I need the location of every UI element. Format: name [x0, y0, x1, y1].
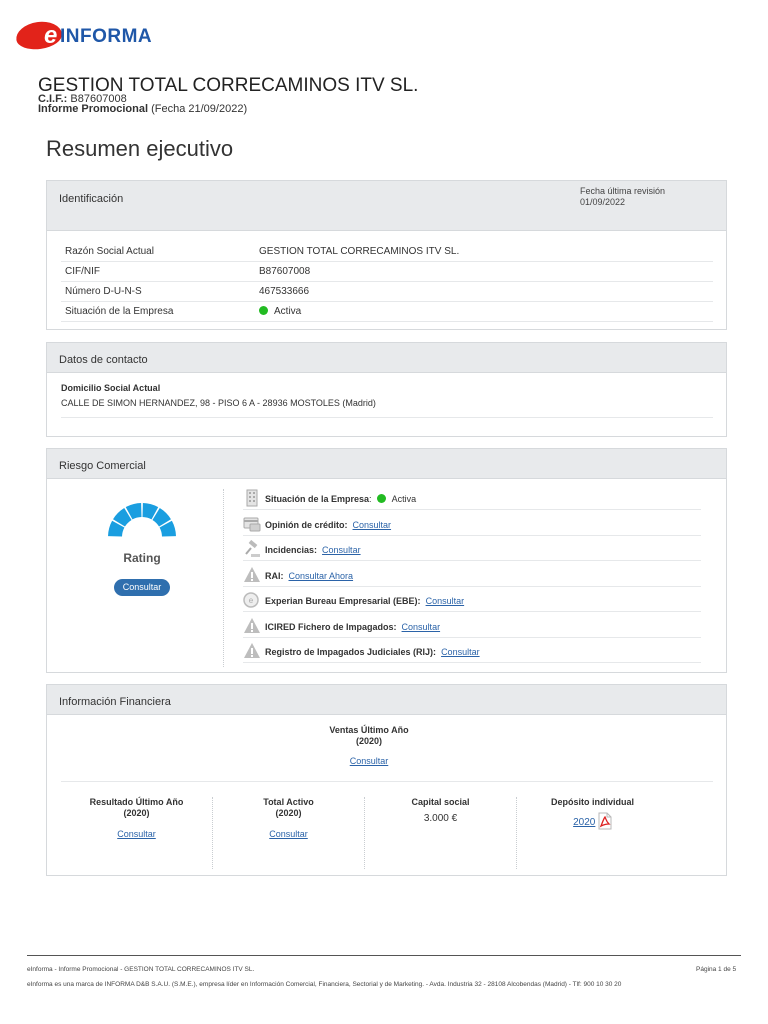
risk-row-text — [265, 494, 416, 504]
risk-row-consultar-link[interactable]: Consultar — [441, 647, 480, 657]
deposito-link[interactable]: 2020 — [517, 812, 668, 830]
logo-letter-e: e — [44, 22, 58, 49]
revision-date: 01/09/2022 — [580, 197, 626, 207]
id-row-value: B87607008 — [259, 266, 311, 277]
risk-row-label: Registro de Impagados Judiciales (RIJ): — [265, 647, 437, 657]
identificacion-header — [47, 181, 726, 231]
company-name: GESTION TOTAL CORRECAMINOS ITV SL. — [38, 75, 419, 96]
risk-row — [243, 562, 701, 587]
footer-legal: eInforma es una marca de INFORMA D&B S.A.U. (S.M.E.), empresa líder en Información Comercial, Financiera, Sectorial y de Marketing. - Avda. Industria 32 - 28108 Alcobendas (Madrid) - Tlf: 900 10 30 20 — [27, 981, 622, 988]
identificacion-title: Identificación — [59, 193, 124, 205]
rating-label: Rating — [123, 551, 161, 565]
warning-icon — [243, 642, 261, 660]
footer-page-number: Página 1 de 5 — [696, 966, 737, 973]
experian-icon — [243, 591, 261, 609]
risk-row-consultar-link[interactable]: Consultar — [352, 519, 392, 530]
identificacion-panel — [46, 180, 727, 330]
fin-col-title: Total Activo (2020) — [263, 797, 314, 818]
fin-col-link[interactable]: Consultar — [269, 829, 308, 839]
id-row-duns — [61, 282, 713, 302]
cif-label: C.I.F. — [38, 93, 64, 105]
riesgo-header — [47, 449, 726, 479]
status-text: Activa — [274, 306, 302, 317]
page-title: Resumen ejecutivo — [46, 136, 234, 161]
fin-col-link[interactable]: Consultar — [117, 829, 156, 839]
contacto-panel — [46, 342, 727, 437]
risk-row-label: RAI: — [265, 570, 284, 581]
fin-col-capital-social — [365, 797, 516, 869]
fin-col-title: Capital social — [411, 797, 470, 807]
report-date: (Fecha 21/09/2022) — [151, 103, 248, 115]
pdf-icon[interactable] — [598, 812, 612, 830]
risk-row-label: Experian Bureau Empresarial (EBE): — [265, 596, 421, 606]
contacto-title: Datos de contacto — [59, 354, 148, 366]
footer-divider — [27, 955, 741, 956]
risk-row-consultar-link[interactable]: Consultar — [322, 545, 361, 555]
risk-row-label: ICIRED Fichero de Impagados: — [265, 621, 397, 632]
risk-row-label: Opinión de crédito: — [265, 519, 348, 530]
id-row-value: 467533666 — [259, 286, 310, 297]
riesgo-title: Riesgo Comercial — [59, 460, 146, 472]
revision-label: Fecha última revisión — [580, 186, 666, 196]
risk-row-separator: : — [369, 494, 372, 504]
risk-row-label: Incidencias: — [265, 545, 318, 555]
footer-report-info: eInforma - Informe Promocional - GESTION TOTAL CORRECAMINOS ITV SL. — [27, 966, 255, 973]
risk-row-status: Activa — [391, 494, 417, 504]
id-row-razon-social — [61, 242, 713, 262]
building-icon — [243, 489, 261, 507]
id-row-label: Número D-U-N-S — [65, 286, 142, 297]
id-row-value: GESTION TOTAL CORRECAMINOS ITV SL. — [259, 246, 460, 257]
risk-row — [243, 485, 701, 510]
risk-row-label: Situación de la Empresa — [265, 494, 370, 504]
id-row-cif — [61, 262, 713, 282]
risk-row-consultar-link[interactable]: Consultar — [401, 621, 441, 632]
fin-col-resultado — [61, 797, 212, 869]
id-row-label: Razón Social Actual — [65, 246, 154, 257]
risk-row-text — [265, 571, 353, 581]
risk-row-consultar-link[interactable]: Consultar Ahora — [288, 570, 354, 581]
contacto-header — [47, 343, 726, 373]
risk-row-text — [265, 622, 440, 632]
rating-gauge-icon — [106, 501, 178, 539]
risk-row — [243, 587, 701, 612]
warning-icon — [243, 566, 261, 584]
risk-divider — [223, 489, 224, 667]
risk-row-text — [265, 545, 361, 555]
fin-col-title: Resultado Último Año (2020) — [89, 797, 184, 818]
risk-row — [243, 536, 701, 561]
ventas-link-text[interactable]: Consultar — [349, 756, 389, 766]
fin-col-deposito — [517, 797, 668, 869]
id-row-label: Situación de la Empresa — [65, 306, 174, 317]
risk-row-text — [265, 647, 480, 657]
financiera-header — [47, 685, 726, 715]
report-line — [38, 104, 247, 115]
warning-icon — [243, 617, 261, 635]
riesgo-panel — [46, 448, 727, 673]
id-row-value — [259, 306, 301, 317]
status-dot-icon — [377, 494, 386, 503]
fin-col-value: 3.000 € — [423, 813, 458, 824]
rating-consultar-button[interactable]: Consultar — [114, 579, 170, 596]
credit-card-icon — [243, 515, 261, 533]
risk-row — [243, 613, 701, 638]
domicilio-value: CALLE DE SIMON HERNANDEZ, 98 - PISO 6 A - 28936 MOSTOLES (Madrid) — [61, 398, 376, 408]
fin-col-title: Depósito individual — [550, 797, 634, 807]
svg-text:e: e — [248, 596, 254, 605]
risk-row-text — [265, 520, 391, 530]
gavel-icon — [243, 540, 261, 558]
fin-col-total-activo — [213, 797, 364, 869]
risk-row-text — [265, 596, 464, 606]
financiera-panel — [46, 684, 727, 876]
risk-row-consultar-link[interactable]: Consultar — [425, 596, 465, 606]
ventas-label: Ventas Último Año — [329, 725, 409, 735]
id-row-label: CIF/NIF — [65, 266, 100, 277]
domicilio-label: Domicilio Social Actual — [61, 383, 161, 393]
risk-row — [243, 638, 701, 663]
divider — [61, 417, 713, 418]
id-row-situacion — [61, 302, 713, 322]
ventas-year: (2020) — [355, 736, 382, 746]
financiera-title: Información Financiera — [59, 696, 171, 708]
divider — [61, 781, 713, 782]
risk-row — [243, 511, 701, 536]
ventas-title — [287, 725, 451, 747]
cif-value: B87607008 — [70, 93, 127, 105]
status-dot-icon — [259, 306, 268, 315]
report-label: Informe Promocional — [38, 103, 149, 115]
logo-wordmark: INFORMA — [60, 26, 153, 47]
cif-line: C.I.F.: B87607008 — [38, 93, 127, 105]
ventas-consultar-link[interactable] — [287, 756, 451, 766]
